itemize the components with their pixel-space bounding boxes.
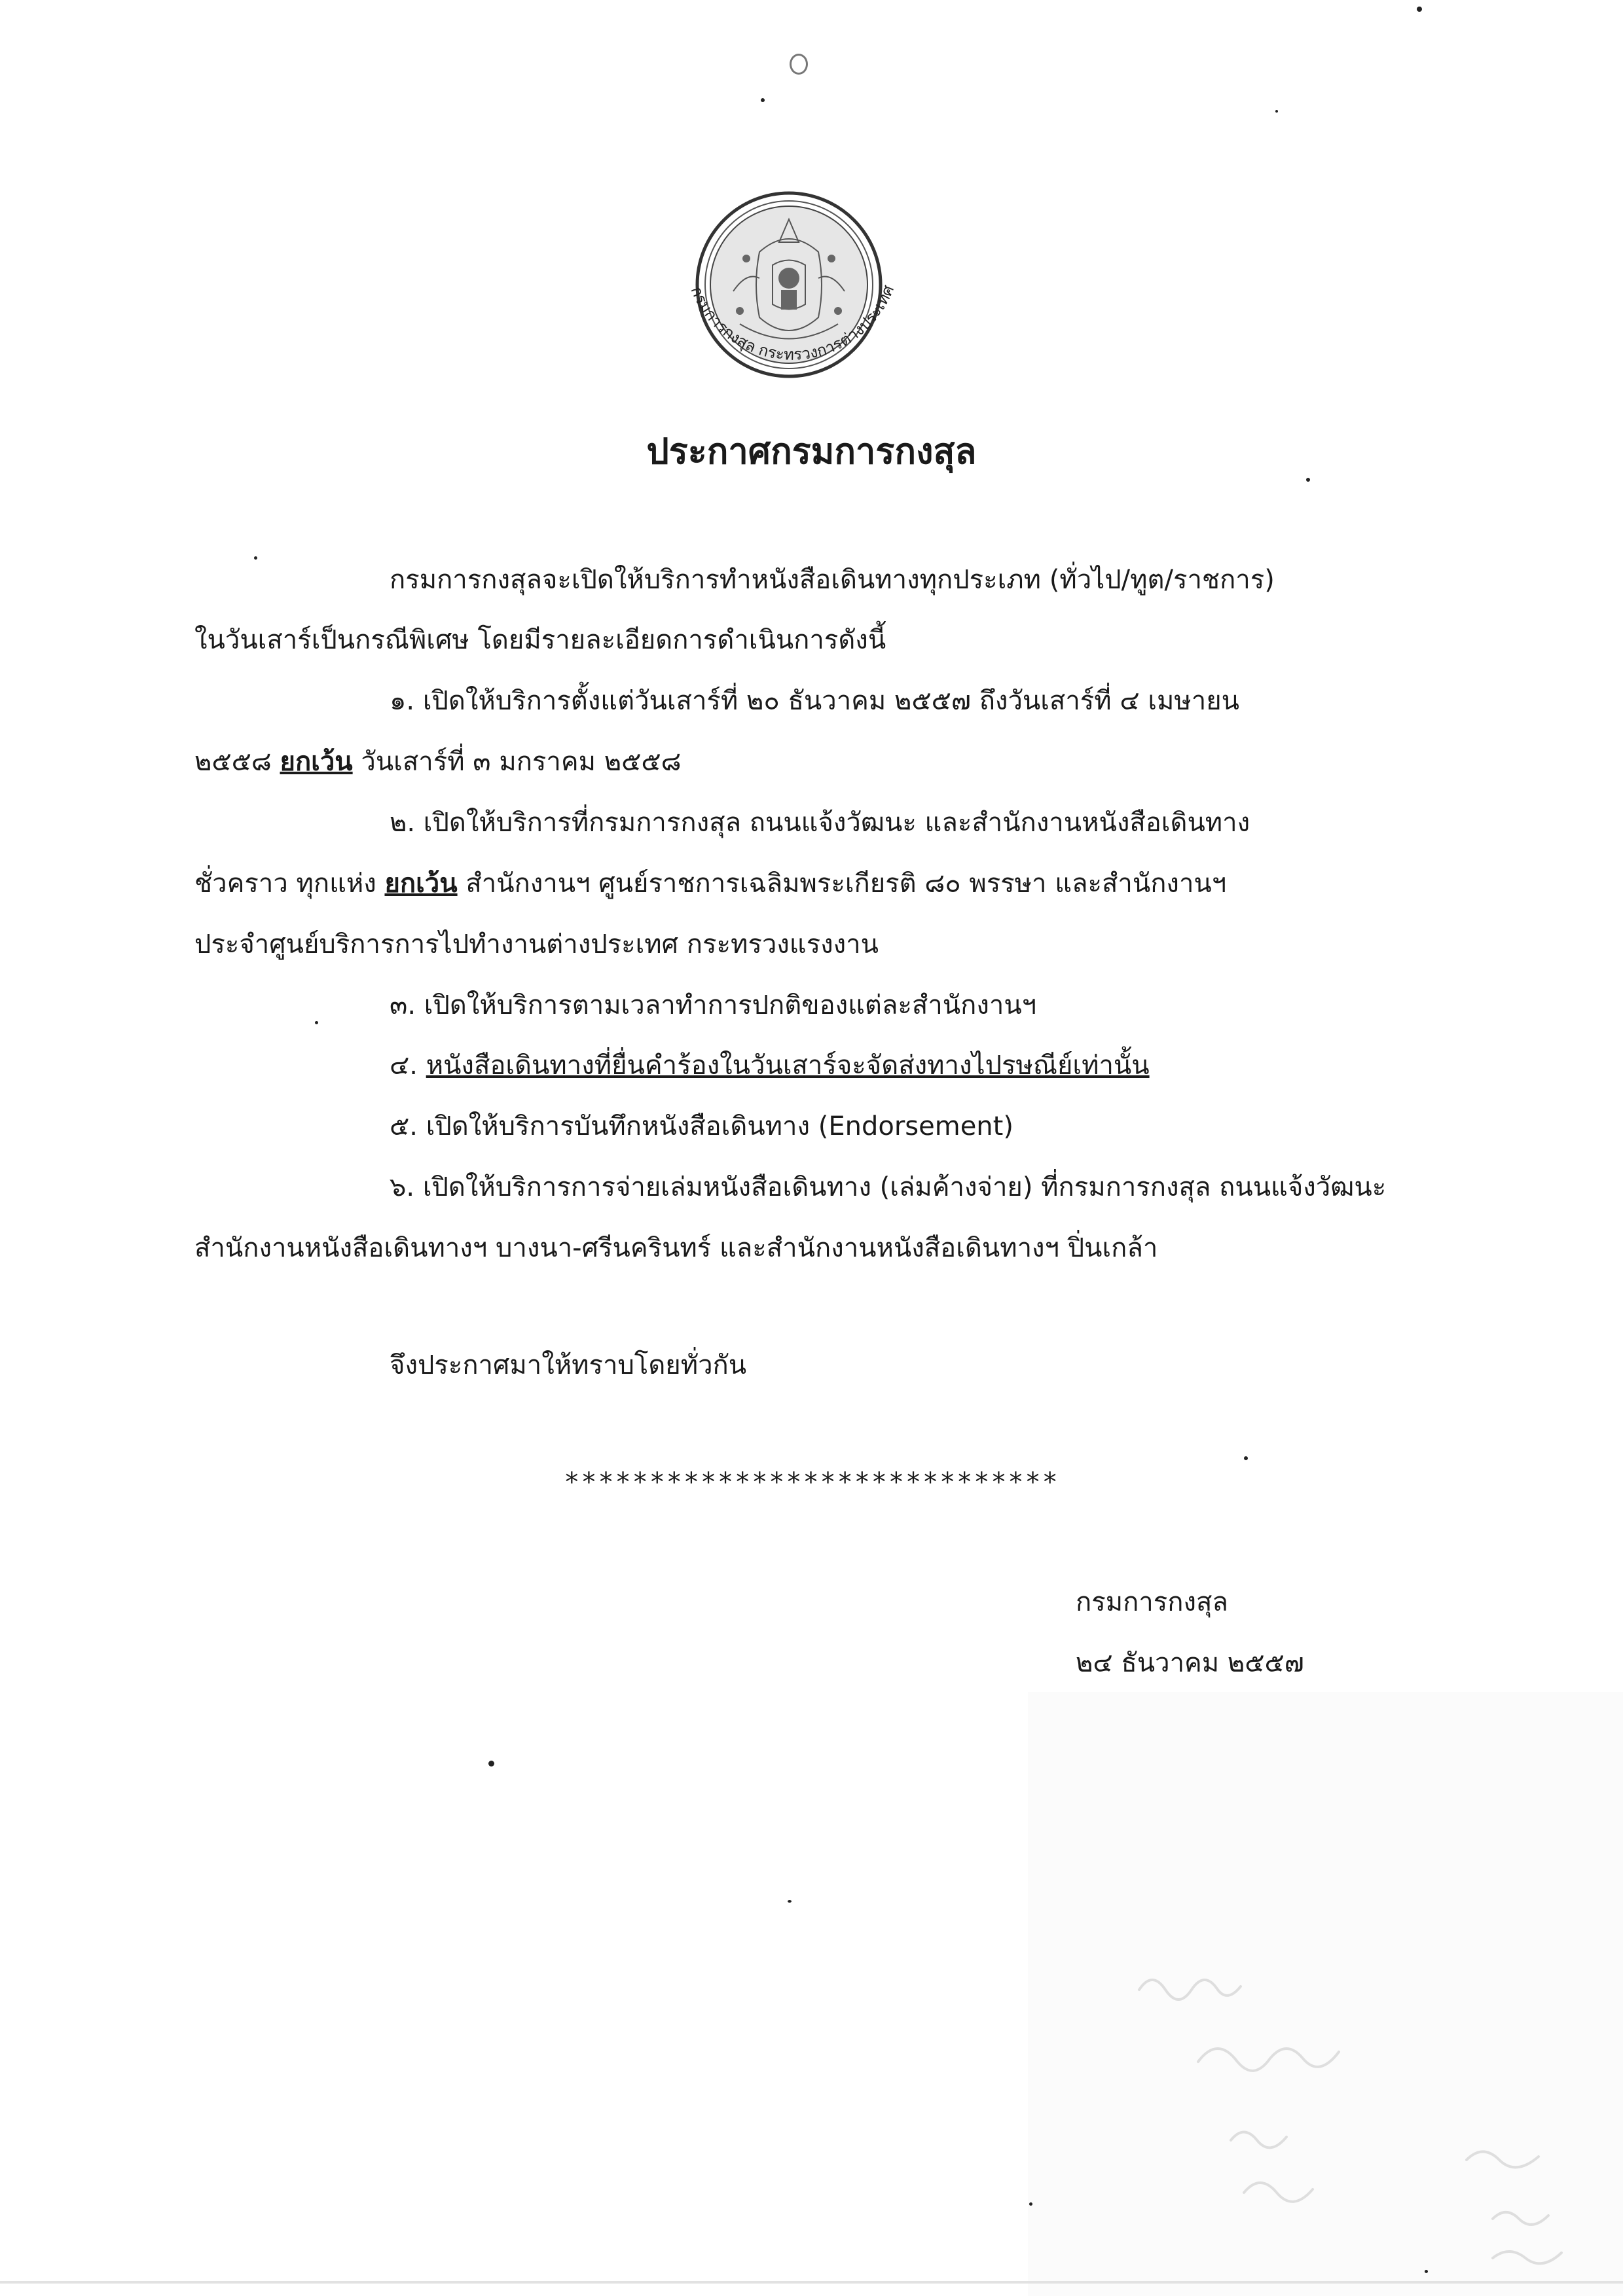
item-2-line-2 — [194, 865, 1226, 902]
consular-department-seal — [661, 180, 923, 429]
scan-speck — [761, 98, 765, 102]
item-6-line-2: สำนักงานหนังสือเดินทางฯ บางนา-ศรีนครินทร์ และสำนักงานหนังสือเดินทางฯ ปิ่นเกล้า — [194, 1233, 1158, 1263]
item-4-number: ๔. — [390, 1050, 426, 1081]
item-1-line-1: ๑. เปิดให้บริการตั้งแต่วันเสาร์ที่ ๒๐ ธันวาคม ๒๕๕๗ ถึงวันเสาร์ที่ ๔ เมษายน — [390, 686, 1240, 716]
scan-speck — [790, 54, 808, 75]
separator-line: ***************************** — [564, 1467, 1059, 1498]
scan-speck — [315, 1021, 318, 1024]
scan-speck — [254, 556, 257, 560]
item-1-except-emphasis: ยกเว้น — [280, 747, 353, 777]
scan-speck — [788, 1900, 792, 1903]
item-1-year: ๒๕๕๘ — [194, 747, 280, 777]
issue-date: ๒๔ ธันวาคม ๒๕๕๗ — [1076, 1648, 1304, 1678]
item-2-except-emphasis: ยกเว้น — [384, 869, 458, 899]
document-title: ประกาศกรมการกงสุล — [646, 431, 977, 472]
scan-speck — [1029, 2202, 1032, 2206]
faint-handwritten-notes — [1126, 1964, 1611, 2271]
item-2-except-detail: สำนักงานฯ ศูนย์ราชการเฉลิมพระเกียรติ ๘๐ พรรษา และสำนักงานฯ — [457, 869, 1227, 899]
scan-speck — [488, 1761, 494, 1767]
scan-bottom-edge — [0, 2281, 1623, 2284]
item-2-scope: ชั่วคราว ทุกแห่ง — [194, 869, 385, 899]
scan-speck — [1306, 478, 1310, 482]
item-4 — [390, 1047, 1150, 1084]
item-3: ๓. เปิดให้บริการตามเวลาทำการปกติของแต่ละสำนักงานฯ — [390, 990, 1037, 1020]
item-2-line-3: ประจำศูนย์บริการการไปทำงานต่างประเทศ กระทรวงแรงงาน — [194, 929, 879, 960]
intro-line-1: กรมการกงสุลจะเปิดให้บริการทำหนังสือเดินทางทุกประเภท (ทั่วไป/ทูต/ราชการ) — [390, 565, 1275, 595]
scan-speck — [1275, 110, 1278, 113]
scan-speck — [1417, 7, 1422, 12]
scan-speck — [1244, 1456, 1248, 1460]
item-6-line-1: ๖. เปิดให้บริการการจ่ายเล่มหนังสือเดินทาง (เล่มค้างจ่าย) ที่กรมการกงสุล ถนนแจ้งวัฒนะ — [390, 1172, 1387, 1202]
issuer-name: กรมการกงสุล — [1076, 1587, 1228, 1617]
item-5: ๕. เปิดให้บริการบันทึกหนังสือเดินทาง (Endorsement) — [390, 1111, 1013, 1141]
item-1-line-2 — [194, 744, 681, 780]
item-2-line-1: ๒. เปิดให้บริการที่กรมการกงสุล ถนนแจ้งวัฒนะ และสำนักงานหนังสือเดินทาง — [390, 808, 1250, 838]
item-1-except-detail: วันเสาร์ที่ ๓ มกราคม ๒๕๕๘ — [352, 747, 682, 777]
intro-line-2: ในวันเสาร์เป็นกรณีพิเศษ โดยมีรายละเอียดการดำเนินการดังนี้ — [194, 625, 886, 655]
item-4-text: หนังสือเดินทางที่ยื่นคำร้องในวันเสาร์จะจัดส่งทางไปรษณีย์เท่านั้น — [426, 1050, 1150, 1081]
closing-statement: จึงประกาศมาให้ทราบโดยทั่วกัน — [390, 1350, 747, 1380]
seal-arc-text: กรมการกงสุล กระทรวงการต่างประเทศ — [687, 282, 898, 364]
